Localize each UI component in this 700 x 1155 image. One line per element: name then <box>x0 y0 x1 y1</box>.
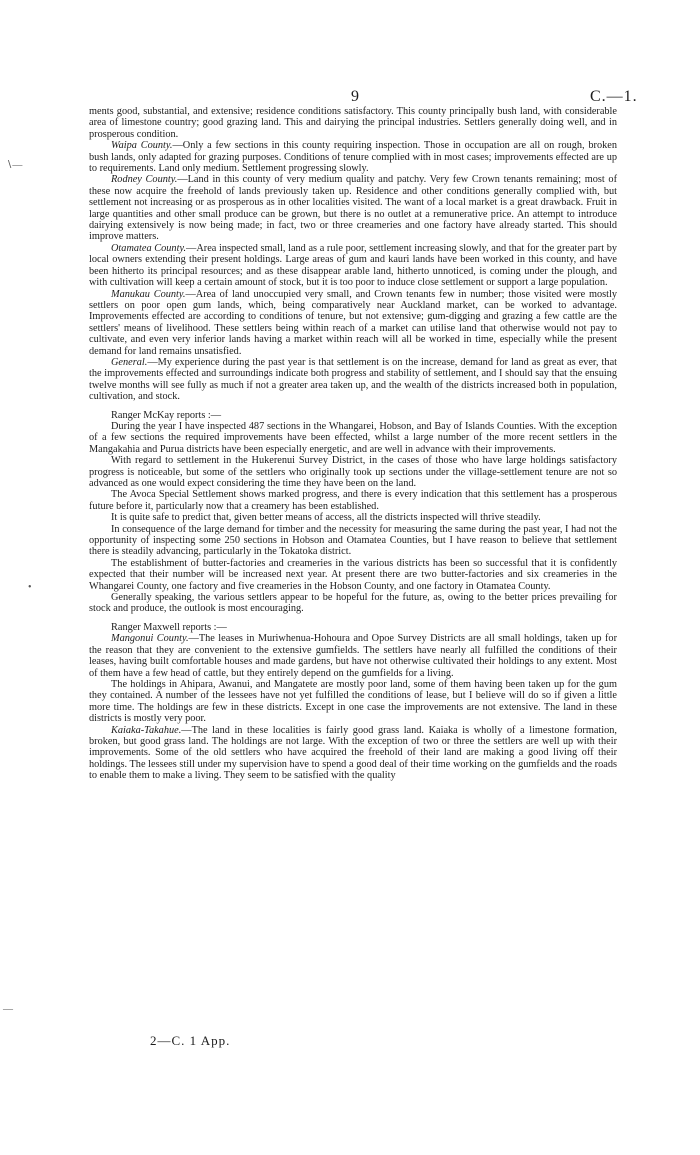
report-paragraph <box>89 622 617 633</box>
margin-mark: — <box>3 1004 13 1015</box>
report-paragraph <box>89 140 617 174</box>
paragraph-text: It is quite safe to predict that, given better means of access, all the districts inspected will thrive steadily. <box>111 512 541 524</box>
report-paragraph <box>89 592 617 615</box>
report-paragraph <box>89 243 617 289</box>
report-paragraph <box>89 455 617 489</box>
paragraph-text: —Area inspected small, land as a rule poor, settlement increasing slowly, and that for the greater part by local owners extending their present holdings. Large areas of gum and kauri lands have been worked in this county, and have been hitherto its principal resources; and as these disappear arable land, hitherto unnoticed, is coming under the plough, and with cultivation will keep a certain amount of stock, but it is too poor to induce close settlement or support a large population. <box>89 242 618 289</box>
report-body <box>89 106 617 782</box>
paragraph-text: —Land in this county of very medium quality and patchy. Very few Crown tenants remaining; most of these now acquire the freehold of lands previously taken up. Residence and other conditions generally complied with, but settlement not increasing or as prosperous as in other localities visited. The want of a local market is a great drawback. Fruit in large quantities and other small produce can be grown, but there is no outlet at a remunerative price. An attempt to introduce dairying extensively is now being made; in fact, two or three creameries and one factory have already started. This should improve matters. <box>89 174 618 243</box>
paragraph-text: —The leases in Muriwhenua-Hohoura and Opoe Survey Districts are all small holdings, taken up for the reason that they are convenient to the extensive gumfields. The settlers have nearly all fulfilled the conditions of their leases, having built comfortable houses and made gardens, but have not otherwise cultivated their holdings to any extent. Most of them have a few head of cattle, but they entirely depend on the gumfields for a living. <box>89 633 617 679</box>
report-paragraph <box>89 410 617 421</box>
section-heading: Manukau County. <box>111 288 186 300</box>
paragraph-text: —My experience during the past year is that settlement is on the increase, demand for land as great as ever, that the improvements effected and surroundings indicate both progress and stability of settlement, and I should say that the ensuing twelve months will see fully as much if not a greater area taken up, and the wealth of the districts increased both in population, cultivation, and stock. <box>89 356 617 403</box>
paragraph-text: With regard to settlement in the Hukerenui Survey District, in the cases of those who have large holdings satisfactory progress is noticeable, but some of the settlers who originally took up sections under the village-settlement tenure are not so advanced as one would expect considering the time they have been on the land. <box>89 455 617 489</box>
report-paragraph <box>89 725 617 782</box>
report-paragraph <box>89 679 617 725</box>
margin-mark: ∖— <box>6 160 23 171</box>
page-number: 9 <box>351 88 359 105</box>
paragraph-text: —Area of land unoccupied very small, and Crown tenants few in number; those visited were mostly settlers on poor open gum lands, which, being comparatively near Auckland market, can be worked to advantage. Improvements effected are according to conditions of tenure, but not extensive; gum-digging and grazing a few cattle are the settlers' means of livelihood. These settlers being within reach of a market can utilise land that otherwise would not pay to cultivate, and even very inferior lands having a market within reach will all be worked in time, especially while the present demand for land remains unsatisfied. <box>89 288 618 357</box>
paragraph-text: Ranger McKay reports :— <box>111 409 222 421</box>
paragraph-text: ments good, substantial, and extensive; residence conditions satisfactory. This county principally bush land, with considerable area of limestone country; good grazing land. This and dairying the principal industries. Settlers generally doing well, and in prosperous condition. <box>89 106 617 140</box>
section-heading: Otamatea County. <box>111 242 187 254</box>
report-paragraph <box>89 558 617 592</box>
paragraph-text: —The land in these localities is fairly good grass land. Kaiaka is wholly of a limestone formation, broken, but good grass land. The holdings are not large. With the exception of two or three the settlers are well up with their improvements. Some of the old settlers who have acquired the freehold of their land are making a good living off their holdings. The lessees still under my supervision have to spend a good deal of their time working on the gumfields and the roads to enable them to make a living. They seem to be satisfied with the quality <box>89 724 617 782</box>
paragraph-text: The Avoca Special Settlement shows marked progress, and there is every indication that this settlement has a prosperous future before it, particularly now that a creamery has been established. <box>89 489 617 512</box>
section-heading: Rodney County. <box>111 174 178 186</box>
report-paragraph <box>89 524 617 558</box>
section-heading: Kaiaka-Takahue. <box>111 724 182 736</box>
report-paragraph <box>89 633 617 679</box>
paragraph-text: Generally speaking, the various settlers appear to be hopeful for the future, as, owing to the better prices prevailing for stock and produce, the outlook is most encouraging. <box>89 592 617 615</box>
margin-mark: • <box>28 582 32 593</box>
section-heading: General. <box>111 356 148 368</box>
paragraph-text: —Only a few sections in this county requiring inspection. Those in occupation are all on rough, broken bush lands, only adapted for grazing purposes. Conditions of tenure complied with in most cases; improvements effected are up to requirements. Land only medium. Settlement progressing slowly. <box>89 140 617 175</box>
section-heading: Mangonui County. <box>111 633 189 645</box>
document-reference: C.—1. <box>590 88 638 105</box>
section-heading: Waipa County. <box>111 140 173 152</box>
report-paragraph <box>89 174 617 242</box>
paragraph-text: The establishment of butter-factories and creameries in the various districts has been so successful that it is confidently expected that their number will be increased next year. At present there are two butter-factories and six creameries in the Whangarei County, one factory and five creameries in the Hobson County, and one factory in Otamatea County. <box>89 557 617 592</box>
paragraph-text: The holdings in Ahipara, Awanui, and Mangatete are mostly poor land, some of them having been taken up for the gum they contained. A number of the lessees have not yet fulfilled the conditions of lease, but I believe will do so if given a little more time. The holdings are few in these districts. Except in one case the improvements are not extensive. The land in these districts is mostly very poor. <box>89 678 617 725</box>
report-paragraph <box>89 512 617 523</box>
paragraph-text: In consequence of the large demand for timber and the necessity for measuring the same during the past year, I had not the opportunity of inspecting some 250 sections in Hobson and Otamatea Counties, but I have reason to believe that settlement there is steadily advancing, particularly in the Tokatoka district. <box>89 523 617 558</box>
report-paragraph <box>89 357 617 403</box>
report-paragraph <box>89 289 617 357</box>
report-paragraph <box>89 106 617 140</box>
paragraph-text: Ranger Maxwell reports :— <box>111 621 227 633</box>
report-paragraph <box>89 489 617 512</box>
paragraph-text: During the year I have inspected 487 sections in the Whangarei, Hobson, and Bay of Islands Counties. With the exception of a few sections the required improvements have been effected, whilst a large number of the more recent settlers in the Mangakahia and Purua districts have been especially energetic, and are well in advance with their improvements. <box>89 420 617 455</box>
page-footer: 2—C. 1 App. <box>150 1033 231 1048</box>
report-paragraph <box>89 421 617 455</box>
